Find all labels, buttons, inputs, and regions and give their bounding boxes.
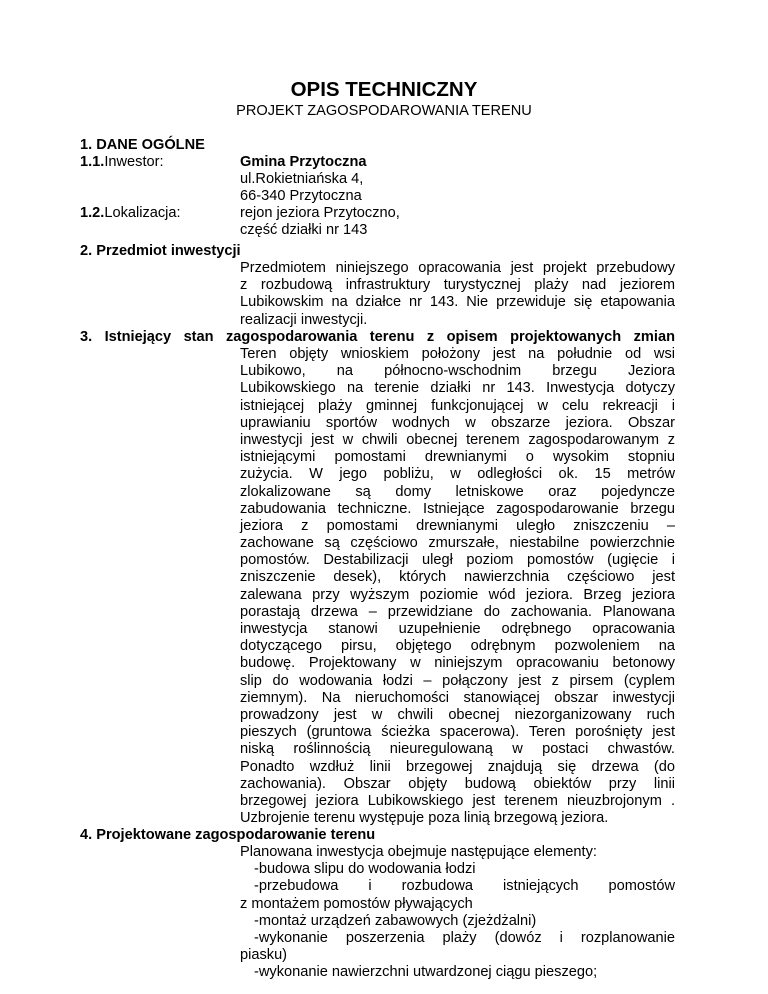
section-3-heading-line (80, 329, 675, 346)
paragraph-line: uprawianiu sportów wodnych w obszarze jeziora. Obszar (240, 414, 675, 431)
list-item-continuation: z montażem pomostów pływających (240, 895, 473, 912)
section-3-number: 3. (80, 329, 93, 345)
paragraph-line: zniszczenie desek), których nawierzchnia częściowo jest (240, 569, 675, 586)
section-4-intro: Planowana inwestycja obejmuje następujące elementy: (240, 844, 597, 860)
section-1-heading: 1. DANE OGÓLNE (80, 137, 205, 153)
paragraph-line: istniejącej plaży gminnej funkcjonującej w celu rekreacji i (240, 397, 675, 414)
list-item: -wykonanie poszerzenia plaży (dowóz i rozplanowanie (254, 929, 675, 946)
paragraph-line: zlokalizowane są domy letniskowe oraz pojedyncze (240, 483, 675, 500)
location-line-1: rejon jeziora Przytoczno, (240, 205, 400, 221)
list-item-continuation: piasku) (240, 947, 288, 964)
paragraph-line: zachowane są częściowo zmurszałe, niestabilne powierzchnie (240, 535, 675, 552)
paragraph-line: inwestycji jest w chwili obecnej terenem zagospodarowanym z (240, 431, 675, 448)
paragraph-line: jeziora z pomostami drewnianymi uległo zniszczeniu – (240, 517, 675, 534)
investor-address-line-1: ul.Rokietniańska 4, (240, 171, 364, 187)
paragraph-line: z rozbudową infrastruktury turystycznej plaży nad jeziorem (240, 277, 675, 294)
paragraph-line: dotyczącego pirsu, objętego odrębnym pozwoleniem na (240, 638, 675, 655)
paragraph-line: brzegowej jeziora Lubikowskiego jest terenem nieuzbrojonym . (240, 792, 675, 809)
paragraph-line: zużycia. W jego pobliżu, w odległości ok. 15 metrów (240, 466, 675, 483)
paragraph-line: zachowania). Obszar objęty budową obiektów przy linii (240, 775, 675, 792)
investor-label (80, 154, 164, 171)
paragraph-line: Lubikowskim na działce nr 143. Nie przewiduje się etapowania (240, 294, 675, 311)
paragraph-line: budowę. Projektowany w niniejszym opracowaniu betonowy (240, 655, 675, 672)
section-4-body (240, 844, 675, 982)
section-4-title: Projektowane zagospodarowanie terenu (96, 827, 376, 843)
paragraph-line: prowadzony jest w chwili obecnej niezorganizowany ruch (240, 706, 675, 723)
location-line-2: część działki nr 143 (240, 222, 368, 238)
paragraph-line: Ponadto wzdłuż linii brzegowej znajdują się drzewa (do (240, 758, 675, 775)
section-2-heading (80, 243, 241, 260)
paragraph-line: inwestycja stanowi uzupełnienie odrębnego opracowania (240, 621, 675, 637)
paragraph-line: slip do wodowania łodzi – połączony jest z pirsem (cyplem (240, 672, 675, 689)
paragraph-line: zabudowania techniczne. Istniejące zagospodarowanie brzegu (240, 500, 675, 517)
location-label-text: Lokalizacja: (104, 205, 181, 221)
document-title: OPIS TECHNICZNY (290, 78, 478, 101)
list-item: -wykonanie nawierzchni utwardzonej ciągu pieszego; (254, 964, 598, 981)
investor-address-line-2: 66-340 Przytoczna (240, 188, 362, 204)
section-2-number: 2. (80, 243, 93, 259)
paragraph-line: Teren objęty wnioskiem położony jest na południe od wsi (240, 346, 675, 362)
paragraph-line: realizacji inwestycji. (240, 311, 368, 328)
paragraph-line: zalewana przy wyższym poziomie wód jeziora. Brzeg jeziora (240, 586, 675, 603)
paragraph-line: Uzbrojenie terenu występuje poza linią brzegową jeziora. (240, 810, 609, 827)
section-2-body (240, 260, 675, 329)
list-item: -montaż urządzeń zabawowych (zjeżdżalni) (254, 912, 537, 929)
location-number: 1.2. (80, 205, 105, 221)
section-3-body (240, 346, 675, 827)
list-item: -budowa slipu do wodowania łodzi (254, 861, 476, 878)
investor-name: Gmina Przytoczna (240, 154, 367, 170)
paragraph-line: pieszych (gruntowa ścieżka spacerowa). Teren porośnięty jest (240, 724, 675, 741)
section-2-title: Przedmiot inwestycji (96, 243, 241, 259)
investor-label-text: Inwestor: (104, 154, 164, 170)
investor-number: 1.1. (80, 154, 105, 170)
section-3-heading (80, 329, 675, 346)
paragraph-line: Lubikowo, na północno-wschodnim brzegu Jeziora (240, 363, 675, 380)
location-label (80, 205, 181, 222)
paragraph-line: Lubikowskiego na terenie działki nr 143. Inwestycja dotyczy (240, 380, 675, 397)
paragraph-line: porastają drzewa – przewidziane do zachowania. Planowana (240, 603, 675, 620)
paragraph-line: ziemnym). Na nieruchomości stanowiącej obszar inwestycji (240, 689, 675, 706)
paragraph-line: pomostów. Destabilizacji uległ poziom pomostów (ugięcie i (240, 552, 675, 569)
paragraph-line: istniejącymi pomostami drewnianymi o wysokim stopniu (240, 449, 675, 466)
section-4-heading (80, 827, 375, 844)
document-subtitle: PROJEKT ZAGOSPODAROWANIA TERENU (236, 103, 532, 119)
section-3-title: Istniejący stan zagospodarowania terenu z opisem projektowanych zmian (104, 329, 675, 345)
section-4-number: 4. (80, 827, 93, 843)
list-item: -przebudowa i rozbudowa istniejących pomostów (254, 878, 675, 895)
paragraph-line: Przedmiotem niniejszego opracowania jest projekt przebudowy (240, 260, 675, 276)
paragraph-line: niską roślinnością nieuregulowaną w postaci chwastów. (240, 741, 675, 758)
